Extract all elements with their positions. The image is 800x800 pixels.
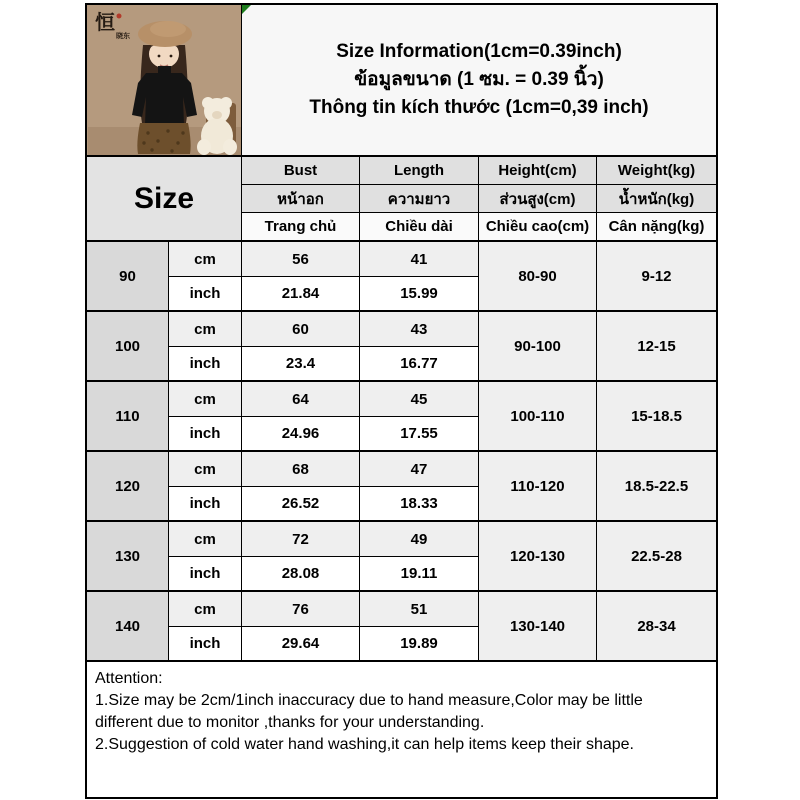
length-inch-130: 19.11 [360, 557, 479, 592]
length-cm-130: 49 [360, 522, 479, 557]
header-length-vi: Chiều dài [360, 213, 479, 242]
bust-inch-110: 24.96 [242, 417, 360, 452]
weight-130: 22.5-28 [597, 522, 716, 592]
bust-inch-130: 28.08 [242, 557, 360, 592]
unit-cm: cm [169, 242, 242, 277]
size-100: 100 [87, 312, 169, 382]
height-140: 130-140 [479, 592, 597, 662]
header-length-en: Length [360, 157, 479, 185]
attention-line-2: 2.Suggestion of cold water hand washing,it can help items keep their shape. [95, 736, 634, 753]
unit-inch: inch [169, 417, 242, 452]
bust-inch-90: 21.84 [242, 277, 360, 312]
bust-cm-100: 60 [242, 312, 360, 347]
child-model-illustration [88, 5, 241, 155]
height-120: 110-120 [479, 452, 597, 522]
unit-inch: inch [169, 627, 242, 662]
header-height-th: ส่วนสูง(cm) [479, 185, 597, 213]
unit-inch: inch [169, 347, 242, 382]
title-block [242, 5, 716, 157]
bust-inch-100: 23.4 [242, 347, 360, 382]
svg-text:恒: 恒 [94, 10, 115, 34]
unit-cm: cm [169, 382, 242, 417]
length-inch-110: 17.55 [360, 417, 479, 452]
length-inch-120: 18.33 [360, 487, 479, 522]
bust-inch-120: 26.52 [242, 487, 360, 522]
length-cm-90: 41 [360, 242, 479, 277]
unit-inch: inch [169, 277, 242, 312]
size-140: 140 [87, 592, 169, 662]
header-weight-vi: Cân nặng(kg) [597, 213, 716, 242]
bust-cm-110: 64 [242, 382, 360, 417]
size-130: 130 [87, 522, 169, 592]
header-bust-th: หน้าอก [242, 185, 360, 213]
height-100: 90-100 [479, 312, 597, 382]
title-vietnamese: Thông tin kích thước (1cm=0,39 inch) [309, 97, 649, 118]
height-110: 100-110 [479, 382, 597, 452]
weight-140: 28-34 [597, 592, 716, 662]
unit-inch: inch [169, 487, 242, 522]
svg-text:晓东: 晓东 [115, 31, 130, 40]
bust-cm-130: 72 [242, 522, 360, 557]
title-english: Size Information(1cm=0.39inch) [336, 41, 622, 62]
attention-note [87, 662, 716, 797]
unit-cm: cm [169, 522, 242, 557]
header-bust-vi: Trang chủ [242, 213, 360, 242]
length-cm-100: 43 [360, 312, 479, 347]
size-110: 110 [87, 382, 169, 452]
length-inch-90: 15.99 [360, 277, 479, 312]
header-size: Size [87, 157, 242, 242]
bust-inch-140: 29.64 [242, 627, 360, 662]
weight-90: 9-12 [597, 242, 716, 312]
unit-cm: cm [169, 592, 242, 627]
attention-line-1: 1.Size may be 2cm/1inch inaccuracy due to hand measure,Color may be little different due to monitor ,thanks for your understanding. [95, 692, 643, 731]
size-90: 90 [87, 242, 169, 312]
bust-cm-120: 68 [242, 452, 360, 487]
length-cm-110: 45 [360, 382, 479, 417]
size-chart-table [85, 3, 718, 799]
weight-100: 12-15 [597, 312, 716, 382]
bust-cm-90: 56 [242, 242, 360, 277]
length-cm-140: 51 [360, 592, 479, 627]
weight-120: 18.5-22.5 [597, 452, 716, 522]
header-weight-en: Weight(kg) [597, 157, 716, 185]
unit-cm: cm [169, 452, 242, 487]
green-corner-marker-icon [242, 5, 251, 14]
header-height-en: Height(cm) [479, 157, 597, 185]
header-bust-en: Bust [242, 157, 360, 185]
height-90: 80-90 [479, 242, 597, 312]
header-height-vi: Chiều cao(cm) [479, 213, 597, 242]
title-thai: ข้อมูลขนาด (1 ซม. = 0.39 นิ้ว) [354, 69, 604, 90]
header-weight-th: น้ำหนัก(kg) [597, 185, 716, 213]
size-120: 120 [87, 452, 169, 522]
unit-cm: cm [169, 312, 242, 347]
header-length-th: ความยาว [360, 185, 479, 213]
length-inch-140: 19.89 [360, 627, 479, 662]
unit-inch: inch [169, 557, 242, 592]
product-photo [87, 5, 242, 157]
weight-110: 15-18.5 [597, 382, 716, 452]
length-inch-100: 16.77 [360, 347, 479, 382]
length-cm-120: 47 [360, 452, 479, 487]
height-130: 120-130 [479, 522, 597, 592]
bust-cm-140: 76 [242, 592, 360, 627]
attention-heading: Attention: [95, 670, 163, 687]
